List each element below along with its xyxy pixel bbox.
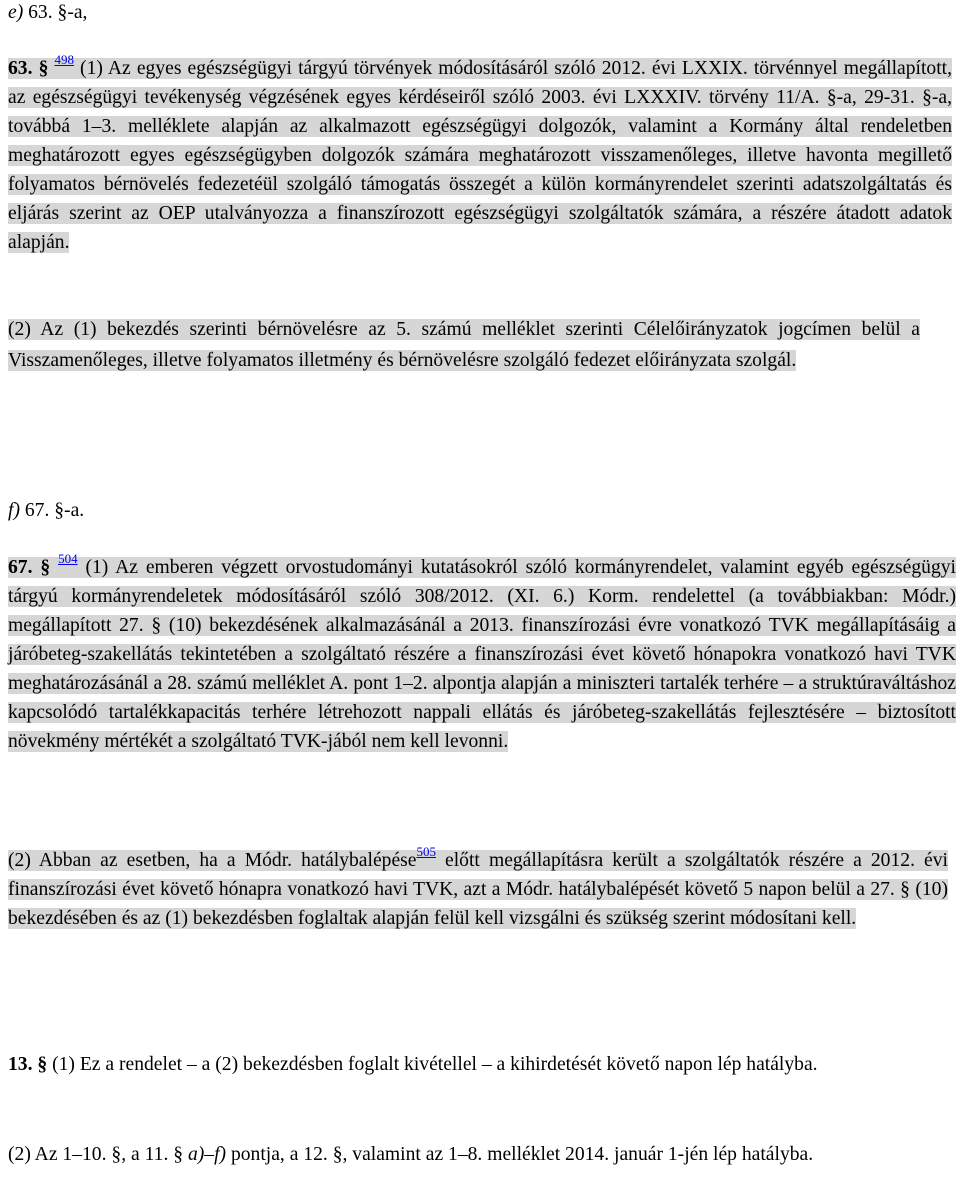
section-number: 63. § xyxy=(8,58,49,79)
paragraph-text: előtt megállapításra került a szolgáltatók részére a 2012. évi finanszírozási évet követő hónapra vonatkozó havi TVK, azt a Módr. hatálybalépését követő 5 napon belül a 27. § (10) bekezdésében és az (1) bekezdésben foglaltak alapján felül kell vizsgálni és szükség szerint módosítani kell. xyxy=(8,850,948,929)
point-range: a)–f) xyxy=(187,1144,227,1165)
paragraph-text: (2) Az 1–10. §, a 11. § xyxy=(8,1144,188,1165)
section-number: 67. § xyxy=(8,557,51,578)
section-67-para-1 xyxy=(8,553,956,756)
subpoint-e xyxy=(8,0,87,27)
subpoint-text: 63. §-a, xyxy=(23,2,88,23)
footnote-link[interactable]: 498 xyxy=(54,52,74,67)
section-63-para-1 xyxy=(8,54,952,257)
paragraph-text: pontja, a 12. §, valamint az 1–8. melléklet 2014. január 1-jén lép hatályba. xyxy=(226,1144,814,1165)
subpoint-letter: e) xyxy=(8,2,24,23)
paragraph-text: (2) Abban az esetben, ha a Módr. hatálybalépése xyxy=(8,850,417,871)
paragraph-text: (1) Ez a rendelet – a (2) bekezdésben foglalt kivétellel – a kihirdetését követő napon lép hatályba. xyxy=(47,1054,818,1075)
paragraph-text: (1) Az emberen végzett orvostudományi kutatásokról szóló kormányrendelet, valamint egyéb egészségügyi tárgyú kormányrendeletek módosításáról szóló 308/2012. (XI. 6.) Korm. rendelettel (a továbbiakban: Módr.) megállapított 27. § (10) bekezdésének alkalmazásánál a 2013. finanszírozási évre vonatkozó TVK megállapításáig a járóbeteg-szakellátás tekintetében a szolgáltató részére a finanszírozási évet követő hónapokra vonatkozó havi TVK meghatározásánál a 28. számú melléklet A. pont 1–2. alpontja alapján a miniszteri tartalék terhére – a struktúraváltáshoz kapcsolódó tartalékkapacitás terhére létrehozott nappali ellátás és járóbeteg-szakellátás fejlesztésére – biztosított növekmény mértékét a szolgáltató TVK-jából nem kell levonni. xyxy=(8,557,956,752)
footnote-link[interactable]: 505 xyxy=(416,844,436,859)
subpoint-letter: f) xyxy=(8,500,20,521)
section-13-para-1 xyxy=(8,1050,956,1079)
paragraph-text: (2) Az (1) bekezdés szerinti bérnövelésre az 5. számú melléklet szerinti Célelőirányzatok jogcímen belül a Visszamenőleges, illetve folyamatos illetmény és bérnövelésre szolgáló fedezet előirányzata szolgál. xyxy=(8,319,920,371)
footnote-link[interactable]: 504 xyxy=(58,551,78,566)
subpoint-f xyxy=(8,496,84,525)
section-number: 13. § xyxy=(8,1054,48,1075)
section-63-para-2-text xyxy=(8,314,920,376)
paragraph-text: (1) Az egyes egészségügyi tárgyú törvények módosításáról szóló 2012. évi LXXIX. törvénnyel megállapított, az egészségügyi tevékenység végzésének egyes kérdéseiről szóló 2003. évi LXXXIV. törvény 11/A. §-a, 29-31. §-a, továbbá 1–3. melléklete alapján az alkalmazott egészségügyi dolgozók, valamint a Kormány által rendeletben meghatározott egyes egészségügyben dolgozók számára meghatározott visszamenőleges, illetve havonta megillető folyamatos bérnövelés fedezetéül szolgáló támogatás összegét a külön kormányrendelet szerinti adatszolgáltatás és eljárás szerint az OEP utalványozza a finanszírozott egészségügyi szolgáltatók számára, a részére átadott adatok alapján. xyxy=(8,58,952,253)
section-67-para-2 xyxy=(8,846,948,933)
subpoint-text: 67. §-a. xyxy=(19,500,85,521)
section-13-para-2 xyxy=(8,1140,956,1169)
